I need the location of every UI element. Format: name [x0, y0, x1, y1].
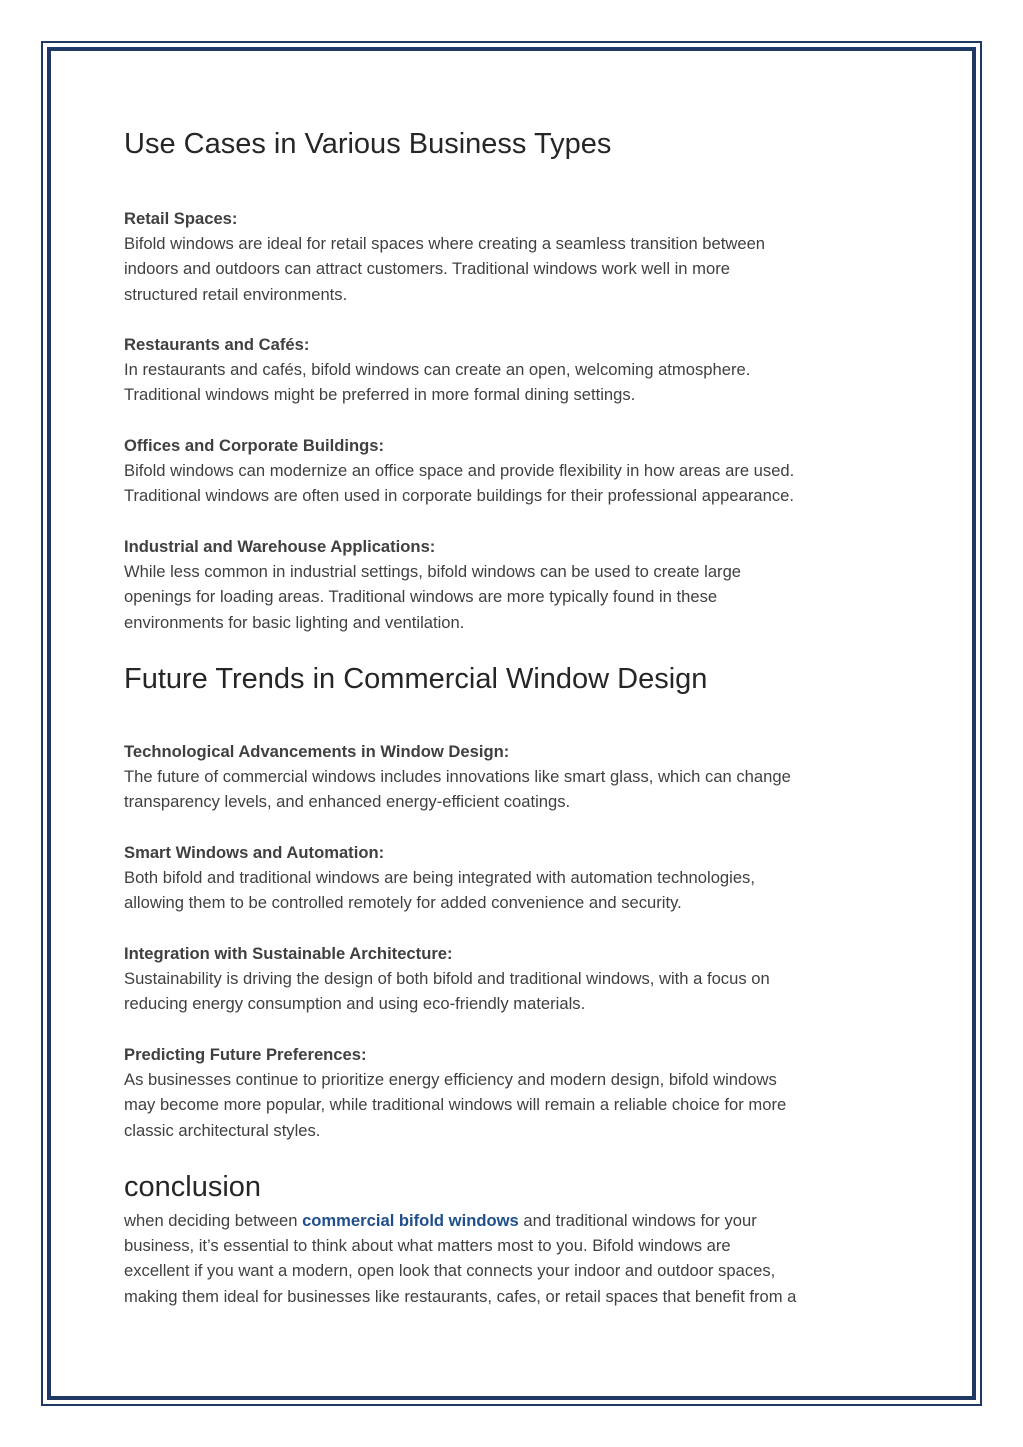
paragraph-line: excellent if you want a modern, open look that connects your indoor and outdoor spaces,	[124, 1261, 776, 1281]
paragraph-line: indoors and outdoors can attract customers. Traditional windows work well in more	[124, 259, 730, 279]
paragraph-line: environments for basic lighting and ventilation.	[124, 612, 465, 632]
paragraph-line: openings for loading areas. Traditional windows are more typically found in these	[124, 587, 718, 607]
paragraph-line: making them ideal for businesses like restaurants, cafes, or retail spaces that benefit from a	[124, 1286, 797, 1306]
heading-conclusion: conclusion	[124, 1171, 262, 1203]
use-case-retail	[124, 206, 914, 307]
paragraph-line: Traditional windows are often used in corporate buildings for their professional appearance.	[124, 486, 794, 506]
subheading: Integration with Sustainable Architecture:	[124, 944, 453, 963]
subheading: Retail Spaces:	[124, 209, 238, 228]
conclusion-text-after-link: and traditional windows for your	[518, 1211, 757, 1230]
use-case-offices	[124, 433, 914, 509]
subheading: Technological Advancements in Window Design:	[124, 742, 510, 761]
subheading: Predicting Future Preferences:	[124, 1045, 367, 1064]
paragraph-line: business, it’s essential to think about what matters most to you. Bifold windows are	[124, 1236, 731, 1256]
heading-future-trends: Future Trends in Commercial Window Design	[124, 663, 708, 695]
use-case-restaurants	[124, 332, 914, 408]
trend-technology	[124, 739, 914, 815]
conclusion-paragraph	[124, 1208, 914, 1309]
trend-sustainable	[124, 941, 914, 1017]
paragraph-line: structured retail environments.	[124, 284, 348, 304]
paragraph-line: As businesses continue to prioritize energy efficiency and modern design, bifold windows	[124, 1070, 777, 1090]
subheading: Industrial and Warehouse Applications:	[124, 537, 436, 556]
subheading: Smart Windows and Automation:	[124, 843, 385, 862]
use-case-industrial	[124, 534, 914, 635]
commercial-bifold-windows-link[interactable]: commercial bifold windows	[302, 1211, 519, 1230]
paragraph-line: Bifold windows can modernize an office space and provide flexibility in how areas are used.	[124, 461, 795, 481]
paragraph-line: reducing energy consumption and using eco-friendly materials.	[124, 994, 586, 1014]
paragraph-line: While less common in industrial settings, bifold windows can be used to create large	[124, 562, 742, 582]
paragraph-line: classic architectural styles.	[124, 1120, 321, 1140]
paragraph-line: may become more popular, while traditional windows will remain a reliable choice for more	[124, 1095, 787, 1115]
trend-smart-windows	[124, 840, 914, 916]
trend-preferences	[124, 1042, 914, 1143]
heading-use-cases: Use Cases in Various Business Types	[124, 128, 612, 160]
paragraph-line: In restaurants and cafés, bifold windows can create an open, welcoming atmosphere.	[124, 360, 751, 380]
subheading: Restaurants and Cafés:	[124, 335, 310, 354]
paragraph-line: Sustainability is driving the design of both bifold and traditional windows, with a focus on	[124, 969, 770, 989]
subheading: Offices and Corporate Buildings:	[124, 436, 384, 455]
conclusion-text-before-link: when deciding between	[124, 1211, 303, 1230]
paragraph-line	[124, 1208, 914, 1233]
paragraph-line: allowing them to be controlled remotely for added convenience and security.	[124, 893, 682, 913]
paragraph-line: Bifold windows are ideal for retail spaces where creating a seamless transition between	[124, 234, 766, 254]
paragraph-line: Traditional windows might be preferred in more formal dining settings.	[124, 385, 636, 405]
paragraph-line: The future of commercial windows includes innovations like smart glass, which can change	[124, 767, 791, 787]
paragraph-line: Both bifold and traditional windows are being integrated with automation technologies,	[124, 868, 755, 888]
paragraph-line: transparency levels, and enhanced energy-efficient coatings.	[124, 792, 571, 812]
